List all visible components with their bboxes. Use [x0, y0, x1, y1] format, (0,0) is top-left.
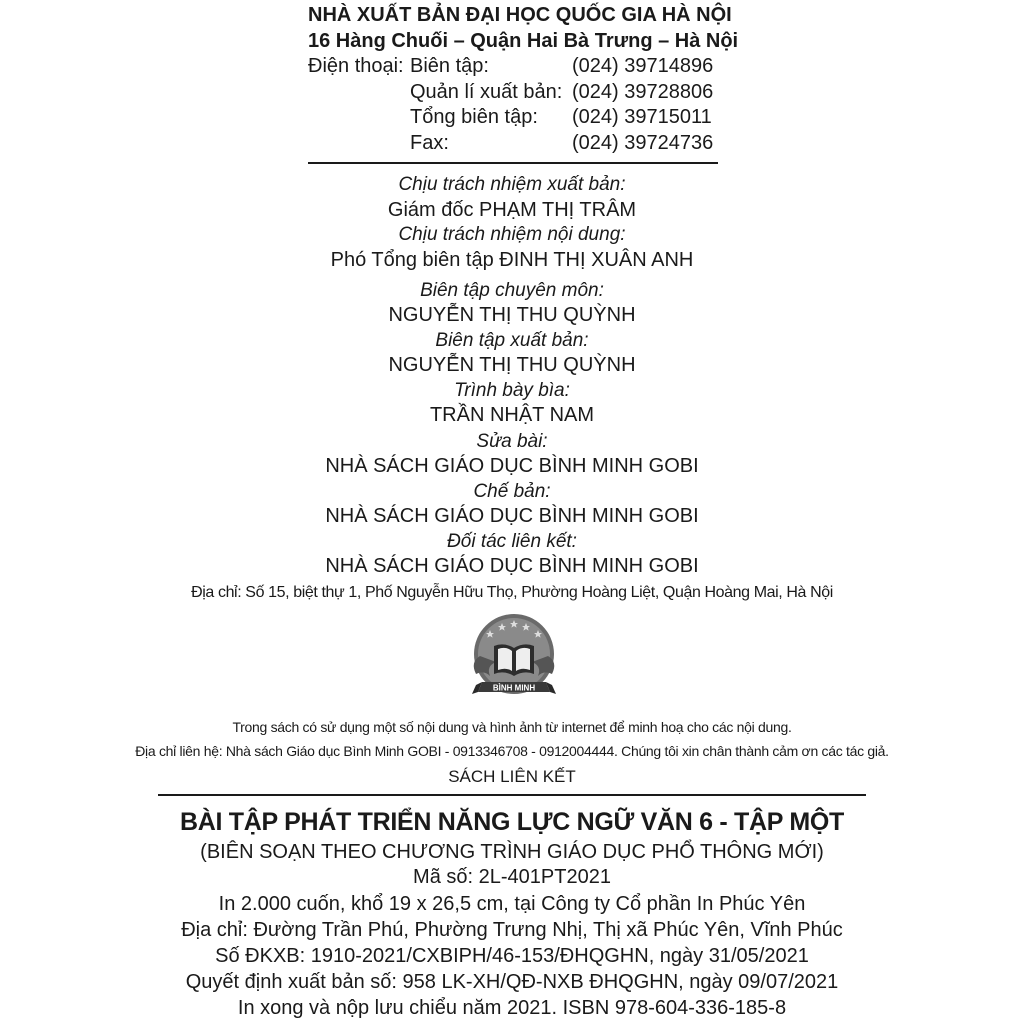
note-line: Địa chỉ liên hệ: Nhà sách Giáo dục Bình Minh GOBI - 0913346708 - 0912004444. Chúng tôi xin chân thành cảm ơn các tác giả. — [135, 743, 889, 759]
contact-label-management: Quản lí xuất bản: — [410, 81, 563, 103]
publisher-address: 16 Hàng Chuối – Quận Hai Bà Trưng – Hà Nội — [308, 30, 739, 52]
credit-role: Biên tập xuất bản: — [435, 330, 589, 351]
linked-book-label: SÁCH LIÊN KẾT — [448, 767, 576, 786]
credit-role: Đối tác liên kết: — [447, 531, 577, 552]
credit-name: NGUYỄN THỊ THU QUỲNH — [388, 304, 636, 326]
contact-number-chief-editor: (024) 39715011 — [572, 106, 712, 128]
credit-name: NGUYỄN THỊ THU QUỲNH — [388, 354, 636, 376]
credit-name: TRẦN NHẬT NAM — [429, 404, 595, 426]
credit-name: NHÀ SÁCH GIÁO DỤC BÌNH MINH GOBI — [325, 505, 699, 527]
contact-number-fax: (024) 39724736 — [572, 132, 714, 154]
divider-top — [308, 162, 718, 164]
contact-label-fax: Fax: — [410, 132, 449, 154]
contact-number-management: (024) 39728806 — [572, 81, 714, 103]
book-detail: Địa chỉ: Đường Trần Phú, Phường Trưng Nhị, Thị xã Phúc Yên, Vĩnh Phúc — [181, 919, 843, 941]
credit-role: Chịu trách nhiệm nội dung: — [398, 224, 626, 245]
book-detail: Số ĐKXB: 1910-2021/CXBIPH/46-153/ĐHQGHN, ngày 31/05/2021 — [215, 945, 809, 967]
credit-role: Biên tập chuyên môn: — [420, 280, 604, 301]
phone-prefix: Điện thoại: — [308, 55, 404, 77]
book-detail: Mã số: 2L-401PT2021 — [413, 866, 611, 888]
credit-role: Chịu trách nhiệm xuất bản: — [398, 174, 626, 195]
partner-address: Địa chỉ: Số 15, biệt thự 1, Phố Nguyễn Hữu Thọ, Phường Hoàng Liệt, Quận Hoàng Mai, Hà Nội — [191, 584, 833, 601]
contact-number-editorial: (024) 39714896 — [572, 55, 714, 77]
credit-role: Sửa bài: — [476, 431, 548, 452]
note-line: Trong sách có sử dụng một số nội dung và hình ảnh từ internet để minh hoạ cho các nội dung. — [232, 719, 792, 735]
credit-role: Trình bày bìa: — [454, 380, 570, 401]
book-title: BÀI TẬP PHÁT TRIỂN NĂNG LỰC NGỮ VĂN 6 - TẬP MỘT — [180, 808, 844, 836]
divider-bottom — [158, 794, 866, 796]
book-detail: In 2.000 cuốn, khổ 19 x 26,5 cm, tại Công ty Cổ phần In Phúc Yên — [218, 893, 806, 915]
book-detail: In xong và nộp lưu chiểu năm 2021. ISBN 978-604-336-185-8 — [237, 997, 787, 1019]
logo-text: BÌNH MINH — [492, 683, 536, 693]
contact-label-chief-editor: Tổng biên tập: — [410, 106, 538, 128]
book-detail: Quyết định xuất bản số: 958 LK-XH/QĐ-NXB ĐHQGHN, ngày 09/07/2021 — [185, 971, 839, 993]
contact-label-editorial: Biên tập: — [410, 55, 489, 77]
book-subtitle: (BIÊN SOẠN THEO CHƯƠNG TRÌNH GIÁO DỤC PHỔ THÔNG MỚI) — [200, 841, 824, 863]
credit-role: Chế bản: — [473, 481, 551, 502]
binh-minh-logo-icon — [466, 612, 562, 708]
credit-name: NHÀ SÁCH GIÁO DỤC BÌNH MINH GOBI — [325, 455, 699, 477]
credit-name: NHÀ SÁCH GIÁO DỤC BÌNH MINH GOBI — [325, 555, 699, 577]
credit-name: Phó Tổng biên tập ĐINH THỊ XUÂN ANH — [330, 249, 694, 271]
publisher-name: NHÀ XUẤT BẢN ĐẠI HỌC QUỐC GIA HÀ NỘI — [308, 4, 732, 26]
credit-name: Giám đốc PHẠM THỊ TRÂM — [387, 199, 637, 221]
